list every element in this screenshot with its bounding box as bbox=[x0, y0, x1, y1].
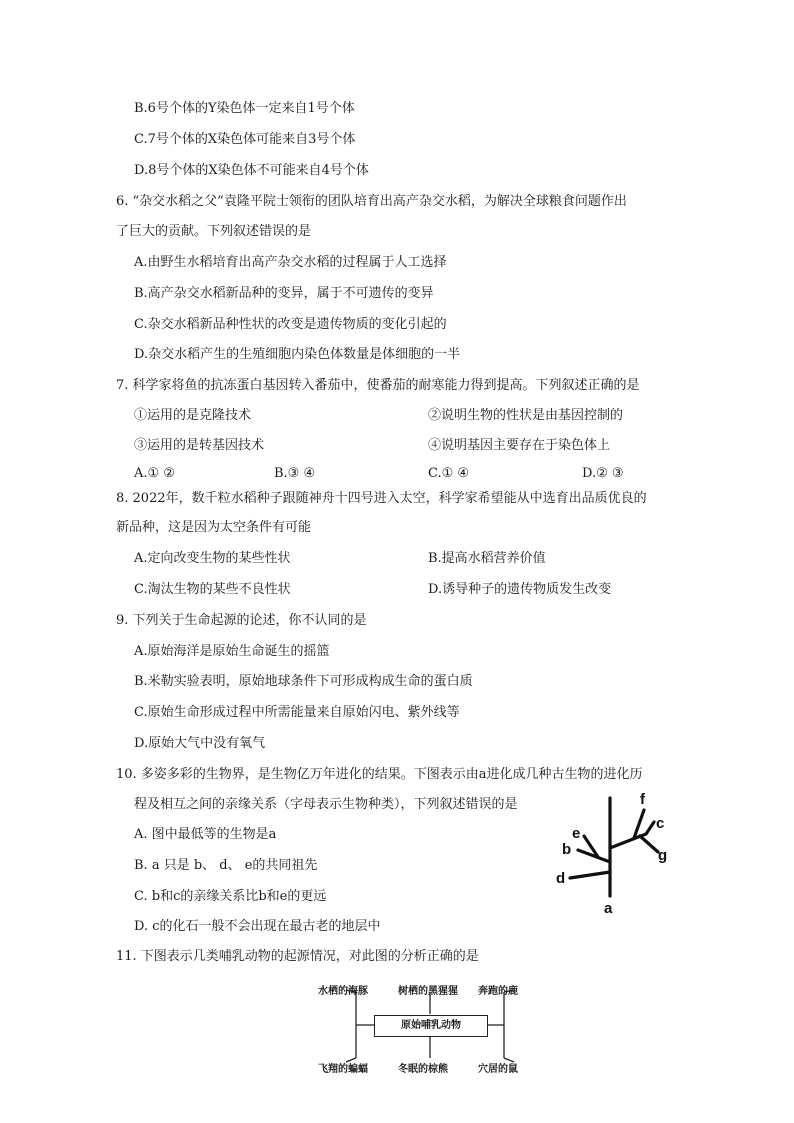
q7-option-c: C.① ④ bbox=[428, 466, 470, 481]
tree-branches bbox=[570, 798, 658, 896]
q9-option-c: C.原始生命形成过程中所需能量来自原始闪电、紫外线等 bbox=[134, 705, 460, 720]
q8-stem-line2: 新品种，这是因为太空条件有可能 bbox=[116, 520, 312, 535]
q9-option-d: D.原始大气中没有氧气 bbox=[134, 736, 266, 751]
mammal-label-bat: 飞翔的蝙蝠 bbox=[318, 1064, 368, 1075]
mammal-label-mouse: 穴居的鼠 bbox=[478, 1064, 518, 1075]
evolution-tree-diagram bbox=[548, 790, 678, 915]
tree-label-g: g bbox=[658, 847, 668, 864]
q6-option-b: B.高产杂交水稻新品种的变异，属于不可遗传的变异 bbox=[134, 286, 434, 301]
branch-g bbox=[640, 836, 658, 852]
tree-label-a: a bbox=[604, 900, 613, 915]
tree-label-d: d bbox=[556, 870, 566, 887]
q7-option-b: B.③ ④ bbox=[274, 466, 316, 481]
tree-label-f: f bbox=[640, 791, 645, 808]
q7-option-d: D.② ③ bbox=[582, 466, 624, 481]
q7-option-a: A.① ② bbox=[134, 466, 175, 481]
branch-c bbox=[646, 822, 654, 834]
q7-statement-3: ③运用的是转基因技术 bbox=[134, 438, 265, 453]
q10-stem-line1: 10. 多姿多彩的生物界，是生物亿万年进化的结果。下图表示由a进化成几种古生物的进化历 bbox=[116, 767, 643, 782]
q7-stem: 7. 科学家将鱼的抗冻蛋白基因转入番茄中，使番茄的耐寒能力得到提高。下列叙述正确的是 bbox=[116, 378, 640, 393]
q5-option-d: D.8号个体的X染色体不可能来自4号个体 bbox=[134, 163, 369, 178]
q11-stem: 11. 下图表示几类哺乳动物的起源情况，对此图的分析正确的是 bbox=[116, 949, 479, 964]
q8-option-c: C.淘汰生物的某些不良性状 bbox=[134, 582, 291, 597]
q9-option-a: A.原始海洋是原始生命诞生的摇篮 bbox=[134, 644, 330, 659]
mammal-label-brown-bear: 冬眠的棕熊 bbox=[398, 1064, 448, 1075]
mammal-label-deer: 奔跑的鹿 bbox=[478, 986, 518, 997]
tree-label-b: b bbox=[562, 841, 572, 858]
q8-option-b: B.提高水稻营养价值 bbox=[428, 551, 546, 566]
q6-stem-line2: 了巨大的贡献。下列叙述错误的是 bbox=[116, 224, 312, 239]
mammal-center-box: 原始哺乳动物 bbox=[374, 1015, 488, 1037]
mammal-label-dolphin: 水栖的海豚 bbox=[318, 986, 368, 997]
mammal-label-chimpanzee: 树栖的黑猩猩 bbox=[398, 986, 458, 997]
q5-option-b: B.6号个体的Y染色体一定来自1号个体 bbox=[134, 101, 355, 116]
q7-statement-2: ②说明生物的性状是由基因控制的 bbox=[428, 408, 624, 423]
tree-label-e: e bbox=[572, 825, 581, 842]
q10-option-b: B. a 只是 b、 d、 e的共同祖先 bbox=[134, 858, 318, 873]
q8-option-d: D.诱导种子的遗传物质发生改变 bbox=[428, 582, 612, 597]
q8-stem-line1: 8. 2022年，数千粒水稻种子跟随神舟十四号进入太空，科学家希望能从中选育出品质优良的 bbox=[116, 491, 647, 506]
q7-statement-4: ④说明基因主要存在于染色体上 bbox=[428, 438, 611, 453]
tree-label-c: c bbox=[656, 815, 665, 832]
mammal-origin-diagram bbox=[318, 978, 530, 1078]
q10-option-c: C. b和c的亲缘关系比b和e的更远 bbox=[134, 889, 327, 904]
q5-option-c: C.7号个体的X染色体可能来自3号个体 bbox=[134, 132, 356, 147]
q6-option-a: A.由野生水稻培育出高产杂交水稻的过程属于人工选择 bbox=[134, 255, 447, 270]
q6-stem-line1: 6. “杂交水稻之父”袁隆平院士领衔的团队培育出高产杂交水稻，为解决全球粮食问题作出 bbox=[116, 194, 627, 209]
q9-option-b: B.米勒实验表明，原始地球条件下可形成构成生命的蛋白质 bbox=[134, 674, 473, 689]
q10-stem-line2: 程及相互之间的亲缘关系（字母表示生物种类），下列叙述错误的是 bbox=[134, 797, 518, 812]
q7-statement-1: ①运用的是克隆技术 bbox=[134, 408, 252, 423]
branch-d bbox=[570, 872, 610, 878]
q6-option-d: D.杂交水稻产生的生殖细胞内染色体数量是体细胞的一半 bbox=[134, 347, 461, 362]
q9-stem: 9. 下列关于生命起源的论述，你不认同的是 bbox=[116, 613, 367, 628]
q6-option-c: C.杂交水稻新品种性状的改变是遗传物质的变化引起的 bbox=[134, 317, 447, 332]
q10-option-a: A. 图中最低等的生物是a bbox=[134, 827, 277, 842]
q10-option-d: D. c的化石一般不会出现在最古老的地层中 bbox=[134, 919, 381, 934]
q8-option-a: A.定向改变生物的某些性状 bbox=[134, 551, 291, 566]
